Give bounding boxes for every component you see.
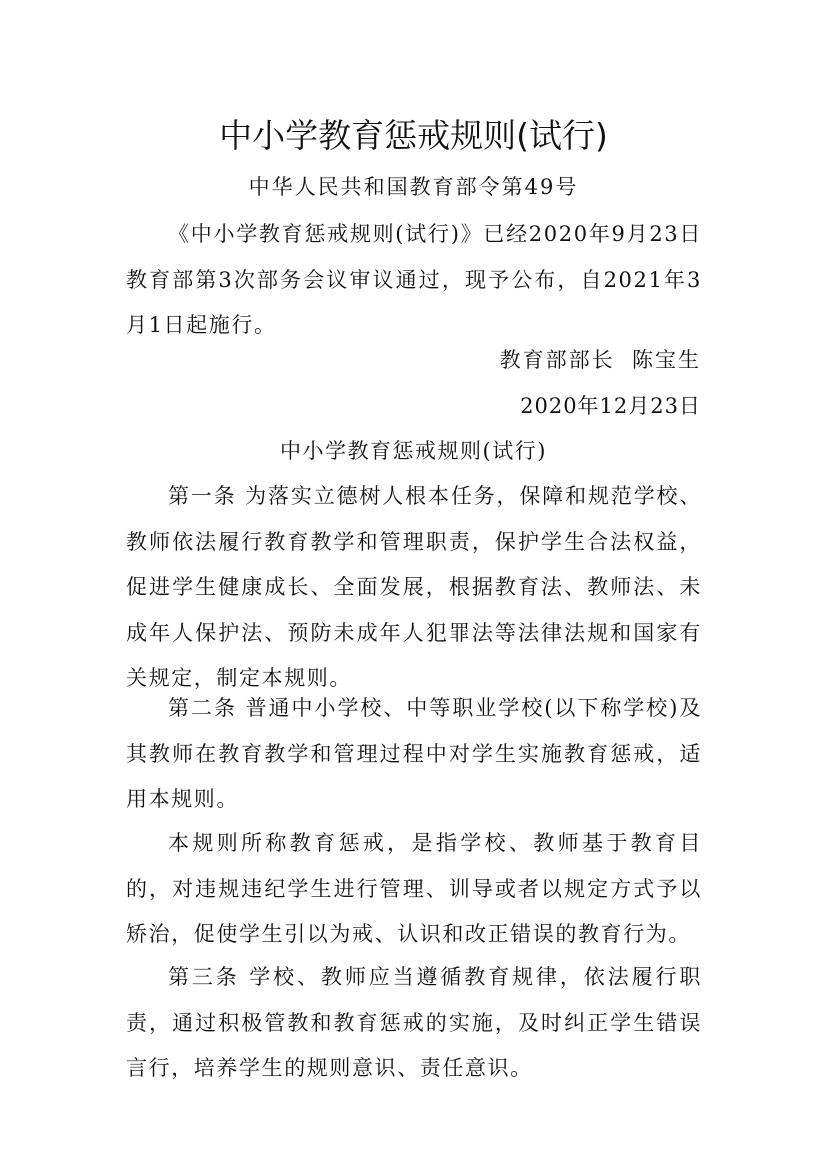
signature-date: 2020年12月23日 bbox=[520, 394, 701, 418]
article-2-paragraph-2 bbox=[126, 821, 702, 958]
article-3 bbox=[126, 955, 702, 1092]
article-1 bbox=[126, 474, 702, 702]
article-2 bbox=[126, 686, 702, 823]
article-2-text: 普通中小学校、中等职业学校(以下称学校)及其教师在教育教学和管理过程中对学生实施教育惩戒，适用本规则。 bbox=[126, 696, 702, 811]
article-1-label: 第一条 bbox=[168, 484, 237, 508]
article-1-text: 为落实立德树人根本任务，保障和规范学校、教师依法履行教育教学和管理职责，保护学生合法权益，促进学生健康成长、全面发展，根据教育法、教师法、未成年人保护法、预防未成年人犯罪法等法律法规和国家有关规定，制定本规则。 bbox=[126, 484, 703, 690]
article-3-text: 学校、教师应当遵循教育规律，依法履行职责，通过积极管教和教育惩戒的实施，及时纠正学生错误言行，培养学生的规则意识、责任意识。 bbox=[126, 965, 702, 1080]
article-2-paragraph-2-text: 本规则所称教育惩戒，是指学校、教师基于教育目的，对违规违纪学生进行管理、训导或者以规定方式予以矫治，促使学生引以为戒、认识和改正错误的教育行为。 bbox=[126, 831, 702, 946]
rules-title: 中小学教育惩戒规则(试行) bbox=[280, 439, 547, 463]
signature-name: 教育部部长 陈宝生 bbox=[499, 348, 701, 372]
document-title: 中小学教育惩戒规则(试行) bbox=[219, 116, 608, 155]
article-2-label: 第二条 bbox=[168, 696, 237, 720]
article-3-label: 第三条 bbox=[168, 965, 240, 989]
decree-number: 中华人民共和国教育部令第49号 bbox=[248, 175, 579, 199]
announcement-paragraph: 《中小学教育惩戒规则(试行)》已经2020年9月23日教育部第3次部务会议审议通过，现予公布，自2021年3月1日起施行。 bbox=[126, 222, 702, 337]
